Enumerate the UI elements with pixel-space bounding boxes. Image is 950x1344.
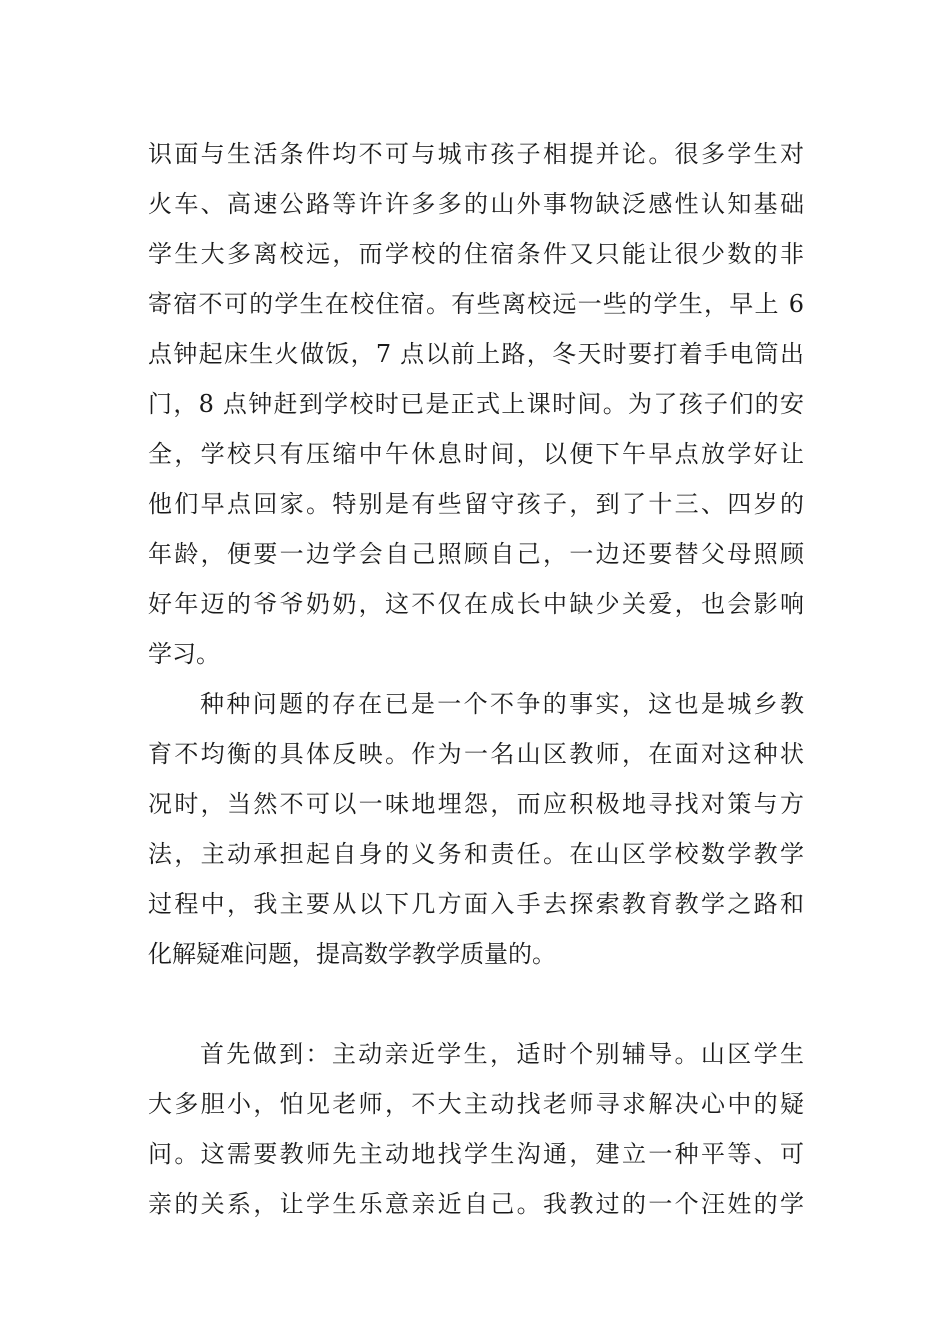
paragraph-2-line-5: 过程中，我主要从以下几方面入手去探索教育教学之路和 [148, 890, 804, 918]
paragraph-2-line-3: 况时，当然不可以一味地埋怨，而应积极地寻找对策与方 [148, 790, 804, 818]
paragraph-2-line-4: 法，主动承担起自身的义务和责任。在山区学校数学教学 [148, 840, 804, 868]
paragraph-1-line-1: 识面与生活条件均不可与城市孩子相提并论。很多学生对 [148, 140, 804, 168]
paragraph-1-line-7: 全，学校只有压缩中午休息时间，以便下午早点放学好让 [148, 440, 804, 468]
paragraph-3-line-2: 大多胆小，怕见老师，不大主动找老师寻求解决心中的疑 [148, 1090, 804, 1118]
paragraph-1-line-11: 学习。 [148, 640, 220, 668]
paragraph-2-line-2: 育不均衡的具体反映。作为一名山区教师，在面对这种状 [148, 740, 804, 768]
paragraph-1-line-10: 好年迈的爷爷奶奶，这不仅在成长中缺少关爱，也会影响 [148, 590, 804, 618]
paragraph-3-line-3: 问。这需要教师先主动地找学生沟通，建立一种平等、可 [148, 1140, 804, 1168]
paragraph-2-line-1: 种种问题的存在已是一个不争的事实，这也是城乡教 [200, 690, 804, 718]
paragraph-1-line-3: 学生大多离校远，而学校的住宿条件又只能让很少数的非 [148, 240, 804, 268]
paragraph-1-line-4: 寄宿不可的学生在校住宿。有些离校远一些的学生，早上 6 [148, 290, 804, 318]
paragraph-3-line-4: 亲的关系，让学生乐意亲近自己。我教过的一个汪姓的学 [148, 1190, 804, 1218]
paragraph-1-line-6: 门，8 点钟赶到学校时已是正式上课时间。为了孩子们的安 [148, 390, 804, 418]
paragraph-3-line-1: 首先做到：主动亲近学生，适时个别辅导。山区学生 [200, 1040, 804, 1068]
paragraph-1-line-2: 火车、高速公路等许许多多的山外事物缺泛感性认知基础 [148, 190, 804, 218]
paragraph-1-line-8: 他们早点回家。特别是有些留守孩子，到了十三、四岁的 [148, 490, 804, 518]
paragraph-1-line-9: 年龄，便要一边学会自己照顾自己，一边还要替父母照顾 [148, 540, 804, 568]
paragraph-2-line-6: 化解疑难问题，提高数学教学质量的。 [148, 940, 556, 968]
paragraph-1-line-5: 点钟起床生火做饭，7 点以前上路，冬天时要打着手电筒出 [148, 340, 804, 368]
